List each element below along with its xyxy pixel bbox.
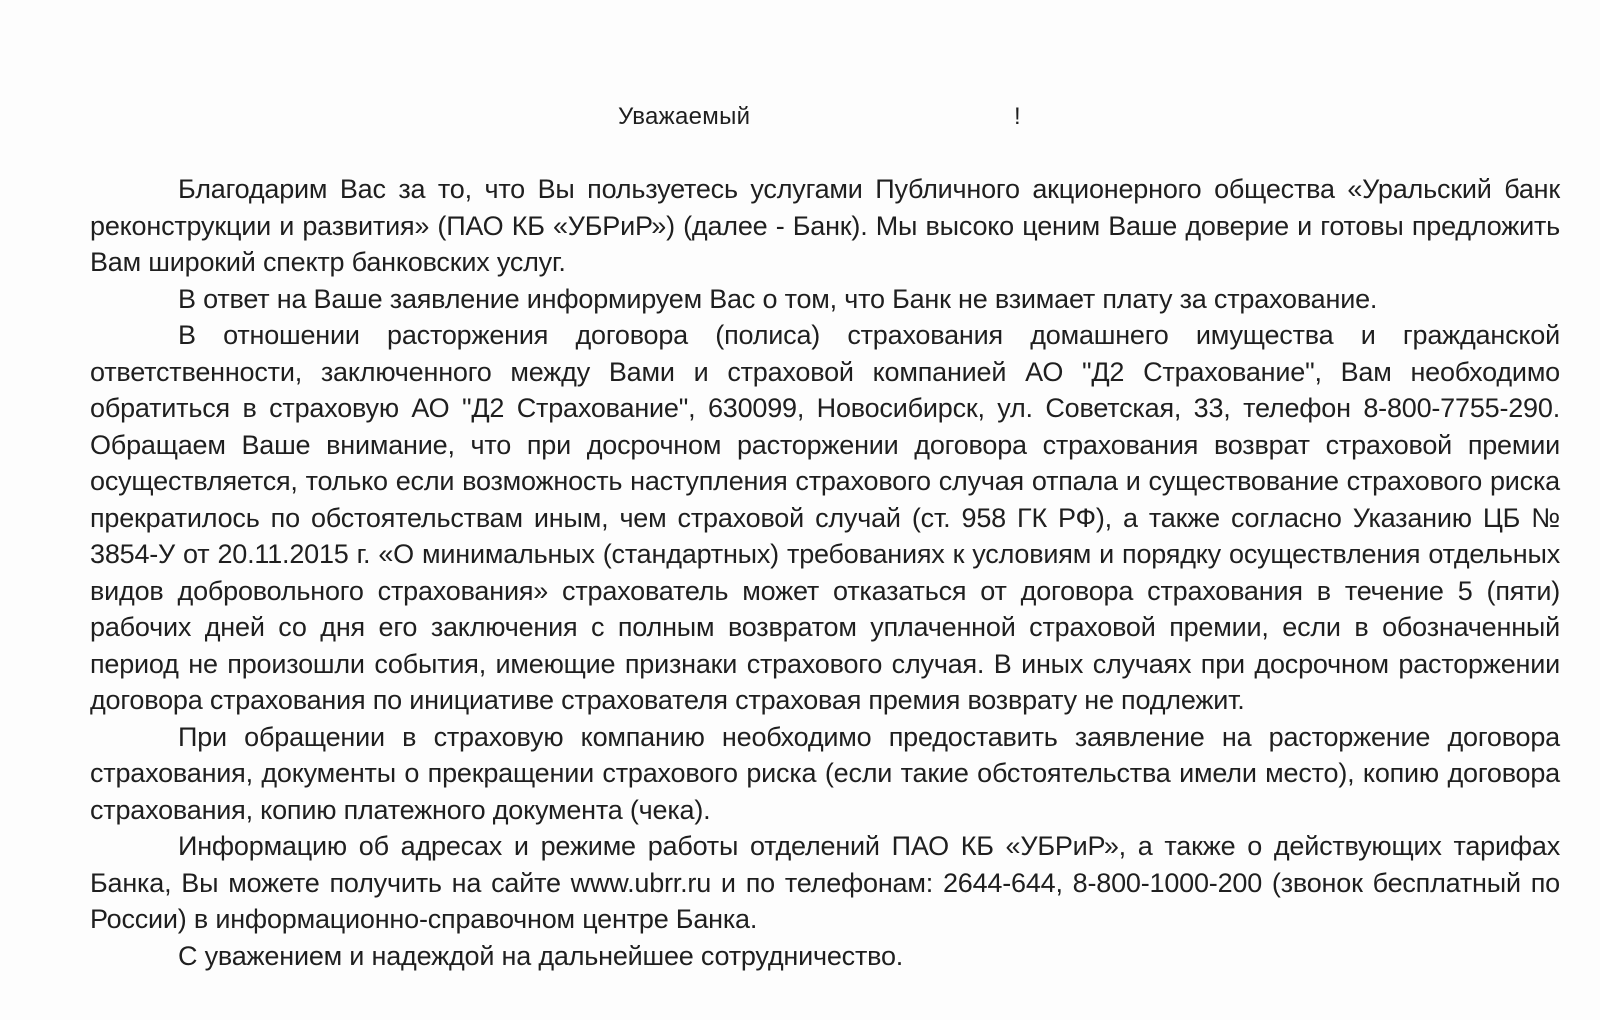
letter-body [90,171,1560,974]
salutation-line [0,100,1600,134]
paragraph-termination-terms: В отношении расторжения договора (полиса) страхования домашнего имущества и гражданской ответственности, заключенного между Вами и страховой компанией АО "Д2 Страхование", Вам необходимо обратиться в страховую АО "Д2 Страхование", 630099, Новосибирск, ул. Советская, 33, телефон 8-800-7755-290. Обращаем Ваше внимание, что при досрочном расторжении договора страхования возврат страховой премии осуществляется, только если возможность наступления страхового случая отпала и существование страхового риска прекратилось по обстоятельствам иным, чем страховой случай (ст. 958 ГК РФ), а также согласно Указанию ЦБ № 3854-У от 20.11.2015 г. «О минимальных (стандартных) требованиях к условиям и порядку осуществления отдельных видов добровольного страхования» страхователь может отказаться от договора страхования в течение 5 (пяти) рабочих дней со дня его заключения с полным возвратом уплаченной страховой премии, если в обозначенный период не произошли события, имеющие признаки страхового случая. В иных случаях при досрочном расторжении договора страхования по инициативе страхователя страховая премия возврату не подлежит. [90,320,1560,715]
paragraph-required-documents: При обращении в страховую компанию необходимо предоставить заявление на расторжение договора страхования, документы о прекращении страхового риска (если такие обстоятельства имели место), копию договора страхования, копию платежного документа (чека). [90,721,1560,825]
salutation-exclamation: ! [1014,103,1021,130]
salutation-word: Уважаемый [618,103,751,130]
paragraph-no-fee: В ответ на Ваше заявление информируем Вас о том, что Банк не взимает плату за страхование. [178,283,1378,314]
paragraph-gratitude: Благодарим Вас за то, что Вы пользуетесь услугами Публичного акционерного общества «Уральский банк реконструкции и развития» (ПАО КБ «УБРиР») (далее - Банк). Мы высоко ценим Ваше доверие и готовы предложить Вам широкий спектр банковских услуг. [90,174,1560,277]
paragraph-closing: С уважением и надеждой на дальнейшее сотрудничество. [178,940,904,971]
paragraph-contact-info: Информацию об адресах и режиме работы отделений ПАО КБ «УБРиР», а также о действующих тарифах Банка, Вы можете получить на сайте www.ubrr.ru и по телефонам: 2644-644, 8-800-1000-200 (звонок бесплатный по России) в информационно-справочном центре Банка. [90,831,1560,934]
